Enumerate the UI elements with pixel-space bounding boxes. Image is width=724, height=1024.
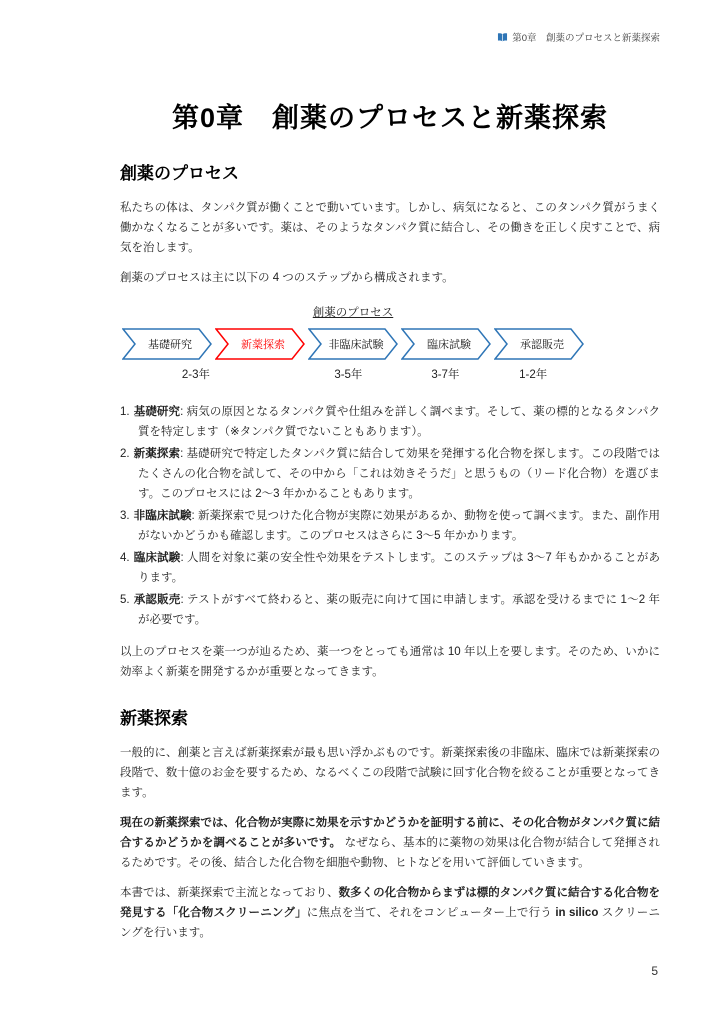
- list-text: : 人間を対象に薬の安全性や効果をテストします。このステップは 3〜7 年もかかることがあります。: [138, 552, 661, 584]
- paragraph-intro-2: 創薬のプロセスは主に以下の 4 つのステップから構成されます。: [120, 272, 454, 284]
- process-step-basic-research: [122, 328, 212, 360]
- process-step-drug-discovery: [215, 328, 305, 360]
- process-step-approval: [494, 328, 584, 360]
- process-step-label: 非臨床試験: [328, 339, 384, 351]
- page-number: 5: [651, 964, 658, 978]
- diagram-title: 創薬のプロセス: [312, 307, 394, 319]
- duration-label: 2-3年: [181, 369, 210, 381]
- process-step-label: 基礎研究: [148, 339, 192, 351]
- chapter-title: 第0章 創薬のプロセスと新薬探索: [171, 103, 608, 133]
- list-number: 4.: [120, 552, 130, 564]
- list-term: 基礎研究: [133, 406, 181, 418]
- list-item: [120, 444, 660, 504]
- list-item: [120, 402, 660, 442]
- process-step-label: 新薬探索: [241, 339, 285, 351]
- duration-label: 1-2年: [519, 369, 548, 381]
- page-header-text: 第0章 創薬のプロセスと新薬探索: [512, 33, 660, 44]
- section-heading-process: 創薬のプロセス: [120, 164, 239, 183]
- duration-label: 3-7年: [431, 369, 460, 381]
- paragraph-search-2-bold: 現在の新薬探索では、化合物が実際に効果を示すかどうかを証明する前に、その化合物がタンパク質に結合するかどうかを調べることが多いです。: [120, 817, 660, 849]
- duration-row: [122, 366, 584, 384]
- list-item: [120, 548, 660, 588]
- paragraph-search-3-seg: スクリーニングを行います。: [120, 907, 660, 939]
- list-text: : 基礎研究で特定したタンパク質に結合して効果を発揮する化合物を探します。この段階ではたくさんの化合物を試して、その中から「これは効きそうだ」と思うもの（リード化合物）を選びます。このプロセスには 2〜3 年かかることもあります。: [138, 448, 660, 500]
- paragraph-search-2: [120, 813, 660, 873]
- paragraph-search-2-rest: なぜなら、基本的に薬物の効果は化合物が結合して発揮されるためです。その後、結合した化合物を細胞や動物、ヒトなどを用いて評価していきます。: [120, 837, 660, 869]
- list-term: 新薬探索: [133, 448, 181, 460]
- paragraph-process-closing: 以上のプロセスを薬一つが辿るため、薬一つをとっても通常は 10 年以上を要します。そのため、いかに効率よく新薬を開発するかが重要となってきます。: [120, 646, 660, 678]
- list-text: : 新薬探索で見つけた化合物が実際に効果があるか、動物を使って調べます。また、副作用がないかどうかも確認します。このプロセスはさらに 3〜5 年かかります。: [138, 510, 661, 542]
- list-number: 1.: [120, 406, 130, 418]
- paragraph-search-3-seg: 本書では、新薬探索で主流となっており、: [120, 887, 339, 899]
- duration-label: 3-5年: [334, 369, 363, 381]
- book-icon: [497, 32, 508, 43]
- list-number: 2.: [120, 448, 130, 460]
- list-item: [120, 590, 660, 630]
- page-header: [497, 30, 660, 44]
- list-term: 承認販売: [133, 594, 181, 606]
- process-step-label: 臨床試験: [427, 339, 471, 351]
- list-text: : 病気の原因となるタンパク質や仕組みを詳しく調べます。そして、薬の標的となるタンパク質を特定します（※タンパク質でないこともあります）。: [138, 406, 660, 438]
- paragraph-search-3: [120, 883, 660, 943]
- paragraph-intro-1: 私たちの体は、タンパク質が働くことで動いています。しかし、病気になると、このタンパク質がうまく働かなくなることが多いです。薬は、そのようなタンパク質に結合し、その働きを正しく戻すことで、病気を治します。: [120, 202, 660, 254]
- list-number: 5.: [120, 594, 130, 606]
- process-diagram: [122, 304, 584, 384]
- list-number: 3.: [120, 510, 130, 522]
- list-text: : テストがすべて終わると、薬の販売に向けて国に申請します。承認を受けるまでに 1〜2 年が必要です。: [138, 594, 661, 626]
- process-step-clinical: [401, 328, 491, 360]
- process-step-nonclinical: [308, 328, 398, 360]
- process-step-label: 承認販売: [520, 339, 564, 351]
- list-term: 非臨床試験: [133, 510, 192, 522]
- paragraph-search-3-seg-bold: in silico: [555, 907, 599, 919]
- list-term: 臨床試験: [133, 552, 181, 564]
- list-item: [120, 506, 660, 546]
- paragraph-search-1: 一般的に、創薬と言えば新薬探索が最も思い浮かぶものです。新薬探索後の非臨床、臨床では新薬探索の段階で、数十億のお金を要するため、なるべくこの段階で試験に回す化合物を絞ることが重要となってきます。: [120, 747, 660, 799]
- paragraph-search-3-seg: に焦点を当て、それをコンピューター上で行う: [306, 907, 556, 919]
- paragraph-search-3-seg-bold: 数多くの化合物からまずは標的タンパク質に結合する化合物を発見する「化合物スクリーニング」: [120, 887, 660, 919]
- chevron-row: [122, 328, 584, 360]
- section-heading-search: 新薬探索: [120, 709, 188, 728]
- process-step-list: [120, 402, 660, 630]
